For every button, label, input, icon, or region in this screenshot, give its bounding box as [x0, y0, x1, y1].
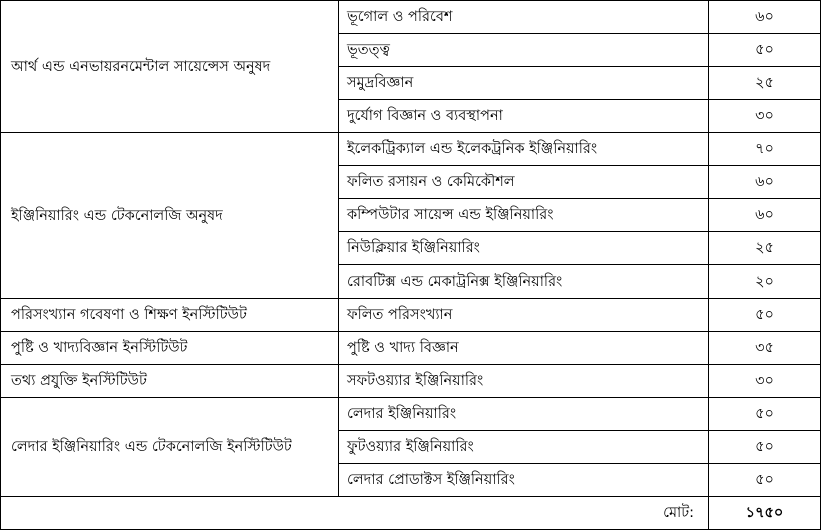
institute-name-cell: তথ্য প্রযুক্তি ইনস্টিটিউট: [1, 365, 339, 398]
subject-cell: ভূতত্ত্ব: [339, 34, 709, 67]
table-row: [1, 299, 821, 332]
seat-count-cell: ২৫: [709, 232, 821, 265]
seat-count-cell: ৫০: [709, 464, 821, 497]
institute-name-cell: পুষ্টি ও খাদ্যবিজ্ঞান ইনস্টিটিউট: [1, 332, 339, 365]
seat-count-cell: ৫০: [709, 398, 821, 431]
total-label: মোট:: [1, 497, 709, 530]
subject-cell: সমুদ্রবিজ্ঞান: [339, 67, 709, 100]
faculty-name-cell: ইঞ্জিনিয়ারিং এন্ড টেকনোলজি অনুষদ: [1, 133, 339, 299]
table-row: [1, 332, 821, 365]
seat-count-cell: ৩০: [709, 100, 821, 133]
subject-cell: পুষ্টি ও খাদ্য বিজ্ঞান: [339, 332, 709, 365]
seat-count-cell: ৭০: [709, 133, 821, 166]
seat-count-cell: ৫০: [709, 299, 821, 332]
subject-cell: ইলেকট্রিক্যাল এন্ড ইলেকট্রনিক ইঞ্জিনিয়ারিং: [339, 133, 709, 166]
subject-cell: ফলিত রসায়ন ও কেমিকৌশল: [339, 166, 709, 199]
seat-count-cell: ৬০: [709, 1, 821, 34]
total-value: ১৭৫০: [709, 497, 821, 530]
seat-count-cell: ৫০: [709, 431, 821, 464]
subject-cell: লেদার প্রোডাক্টস ইঞ্জিনিয়ারিং: [339, 464, 709, 497]
seat-count-cell: ৫০: [709, 34, 821, 67]
faculty-name-cell: আর্থ এন্ড এনভায়রনমেন্টাল সায়েন্সেস অনুষদ: [1, 1, 339, 133]
subject-cell: কম্পিউটার সায়েন্স এন্ড ইঞ্জিনিয়ারিং: [339, 199, 709, 232]
subject-cell: ভূগোল ও পরিবেশ: [339, 1, 709, 34]
subject-cell: রোবটিক্স এন্ড মেকাট্রনিক্স ইঞ্জিনিয়ারিং: [339, 265, 709, 299]
table-row: [1, 133, 821, 166]
seat-count-cell: ২৫: [709, 67, 821, 100]
subject-cell: নিউক্লিয়ার ইঞ্জিনিয়ারিং: [339, 232, 709, 265]
seat-count-cell: ৬০: [709, 199, 821, 232]
seat-count-cell: ২০: [709, 265, 821, 299]
institute-name-cell: লেদার ইঞ্জিনিয়ারিং এন্ড টেকনোলজি ইনস্টিটিউট: [1, 398, 339, 497]
subject-cell: ফুটওয়্যার ইঞ্জিনিয়ারিং: [339, 431, 709, 464]
table-row: [1, 1, 821, 34]
institute-name-cell: পরিসংখ্যান গবেষণা ও শিক্ষণ ইনস্টিটিউট: [1, 299, 339, 332]
subject-cell: লেদার ইঞ্জিনিয়ারিং: [339, 398, 709, 431]
subject-cell: দুর্যোগ বিজ্ঞান ও ব্যবস্থাপনা: [339, 100, 709, 133]
seat-count-cell: ৩৫: [709, 332, 821, 365]
table-row: [1, 398, 821, 431]
seat-count-cell: ৬০: [709, 166, 821, 199]
total-row: [1, 497, 821, 530]
subject-cell: সফটওয়্যার ইঞ্জিনিয়ারিং: [339, 365, 709, 398]
seat-count-cell: ৩০: [709, 365, 821, 398]
subject-cell: ফলিত পরিসংখ্যান: [339, 299, 709, 332]
table-row: [1, 365, 821, 398]
